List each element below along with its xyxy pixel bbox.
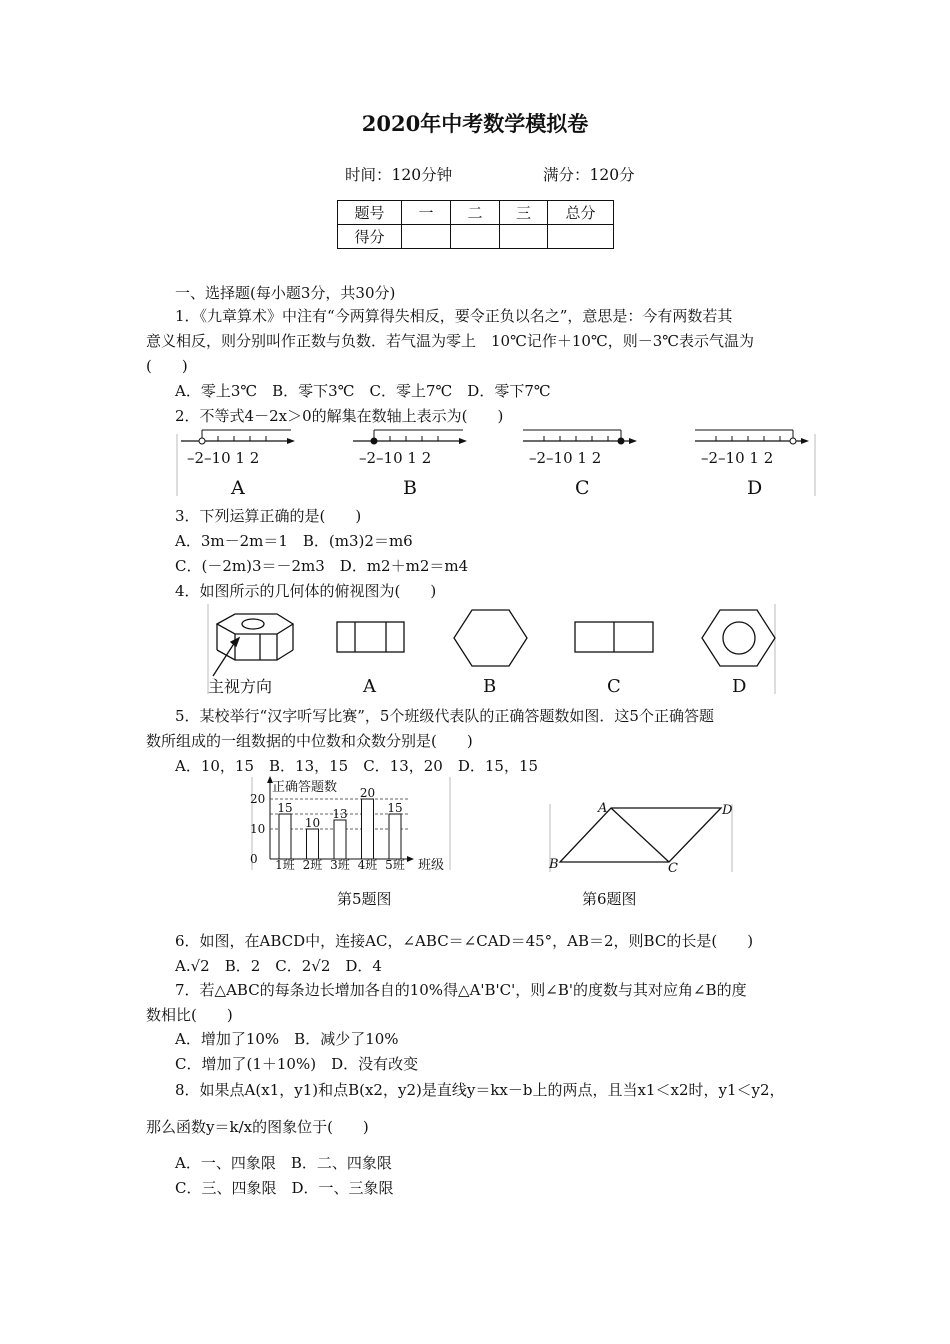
table-cell: 总分 xyxy=(548,201,614,225)
bar xyxy=(334,820,346,859)
category-label: 4班 xyxy=(357,858,378,872)
q3-options-2: C．(－2m)3＝－2m3 D．m2＋m2＝m4 xyxy=(175,557,469,575)
table-cell xyxy=(451,225,500,249)
q4-figure xyxy=(205,602,780,697)
q4-stem: 4．如图所示的几何体的俯视图为( ) xyxy=(175,582,437,600)
bar-value-label: 20 xyxy=(359,786,376,800)
table-cell xyxy=(402,225,451,249)
category-label: 1班 xyxy=(275,858,295,872)
parallelogram-figure xyxy=(546,802,736,874)
exam-time: 时间：120分钟 xyxy=(345,166,453,184)
choice-label: B xyxy=(403,477,417,498)
q7-options-1: A．增加了10% B．减少了10% xyxy=(175,1030,399,1048)
chart-title: 正确答题数 xyxy=(272,780,338,795)
full-score: 满分：120分 xyxy=(543,166,635,184)
fig6-caption: 第6题图 xyxy=(582,890,637,908)
table-cell: 二 xyxy=(451,201,500,225)
q1-line1: 1．《九章算术》中注有“今两算得失相反，要令正负以名之”，意思是：今有两数若其 xyxy=(175,307,733,325)
bar xyxy=(389,814,401,859)
number-line-a xyxy=(181,430,295,498)
q8-line1: 8．如果点A(x1，y1)和点B(x2，y2)是直线y＝kx－b上的两点，且当x1＜x2时，y1＜y2， xyxy=(175,1081,785,1099)
q6-options: A.√2 B．2 C．2√2 D．4 xyxy=(175,957,382,975)
tick-labels: –2–10 1 2 xyxy=(187,449,260,467)
table-cell xyxy=(548,225,614,249)
q1-line2: 意义相反，则分别叫作正数与负数．若气温为零上 10℃记作＋10℃，则－3℃表示气温为 xyxy=(146,332,755,350)
table-cell xyxy=(500,225,548,249)
diagonal-ac xyxy=(611,808,669,862)
q6-stem: 6．如图，在ABCD中，连接AC，∠ABC＝∠CAD＝45°，AB＝2，则BC的长是( ) xyxy=(175,932,754,950)
choice-label: D xyxy=(732,676,747,697)
q8-options-2: C．三、四象限 D．一、三象限 xyxy=(175,1179,394,1197)
bar-value-label: 15 xyxy=(277,801,293,815)
solid-figure xyxy=(213,614,293,676)
tick-labels: –2–10 1 2 xyxy=(359,449,432,467)
choice-label: C xyxy=(607,676,621,697)
choice-label: A xyxy=(363,676,376,697)
q8-options-1: A．一、四象限 B．二、四象限 xyxy=(175,1154,392,1172)
x-axis-arrow xyxy=(407,856,414,862)
y-tick-label: 0 xyxy=(250,852,258,866)
section-heading: 一、选择题(每小题3分，共30分) xyxy=(175,284,396,302)
view-a xyxy=(337,622,404,652)
tick-labels: –2–10 1 2 xyxy=(701,449,774,467)
q2-stem: 2．不等式4－2x＞0的解集在数轴上表示为( ) xyxy=(175,407,504,425)
page-title: 2020年中考数学模拟卷 xyxy=(361,111,589,136)
table-cell: 得分 xyxy=(338,225,402,249)
view-d xyxy=(702,610,775,666)
y-tick-label: 20 xyxy=(250,792,266,806)
table-cell: 一 xyxy=(402,201,451,225)
choice-label: D xyxy=(747,477,763,498)
category-label: 3班 xyxy=(330,858,350,872)
q5-line1: 5．某校举行“汉字听写比赛”，5个班级代表队的正确答题数如图．这5个正确答题 xyxy=(175,707,714,725)
q5-line2: 数所组成的一组数据的中位数和众数分别是( ) xyxy=(146,732,473,750)
choice-label: C xyxy=(575,477,590,498)
view-c xyxy=(575,622,653,652)
bar-value-label: 15 xyxy=(387,801,403,815)
q8-line2: 那么函数y＝k/x的图象位于( ) xyxy=(146,1118,369,1136)
tick-labels: –2–10 1 2 xyxy=(529,449,602,467)
vertex-label: D xyxy=(722,803,733,818)
table-cell: 题号 xyxy=(338,201,402,225)
bar xyxy=(307,829,319,859)
category-label: 2班 xyxy=(302,858,323,872)
q1-options: A．零上3℃ B．零下3℃ C．零上7℃ D．零下7℃ xyxy=(175,382,551,400)
category-label: 5班 xyxy=(385,858,405,872)
number-line-figure xyxy=(175,426,820,498)
bar-value-label: 10 xyxy=(304,816,321,830)
number-line-b xyxy=(353,430,467,498)
vertex-label: C xyxy=(668,861,678,874)
q1-line3: ( ) xyxy=(146,357,188,375)
table-cell: 三 xyxy=(500,201,548,225)
q5-options: A．10，15 B．13，15 C．13，20 D．15，15 xyxy=(175,757,539,775)
q7-options-2: C．增加了(1＋10%) D．没有改变 xyxy=(175,1055,419,1073)
choice-label: A xyxy=(231,477,245,498)
q3-options-1: A．3m－2m＝1 B．(m3)2＝m6 xyxy=(175,532,413,550)
view-b xyxy=(454,610,527,666)
bar-chart xyxy=(248,775,453,872)
q3-stem: 3．下列运算正确的是( ) xyxy=(175,507,362,525)
vertex-label: B xyxy=(549,857,559,872)
direction-label: 主视方向 xyxy=(208,677,273,696)
fig5-caption: 第5题图 xyxy=(337,890,392,908)
table-row xyxy=(338,201,614,225)
bar-value-label: 13 xyxy=(332,807,348,821)
bar xyxy=(279,814,291,859)
q7-line2: 数相比( ) xyxy=(146,1006,233,1024)
table-row xyxy=(338,225,614,249)
y-tick-label: 10 xyxy=(250,822,266,836)
choice-label: B xyxy=(483,676,497,697)
number-line-d xyxy=(695,430,809,498)
score-table xyxy=(337,200,614,249)
vertex-label: A xyxy=(598,802,608,816)
number-line-c xyxy=(523,430,637,498)
q7-line1: 7．若△ABC的每条边长增加各自的10%得△A'B'C'，则∠B'的度数与其对应角∠B的度 xyxy=(175,981,747,999)
x-axis-label: 班级 xyxy=(418,858,445,872)
bar xyxy=(362,799,374,859)
